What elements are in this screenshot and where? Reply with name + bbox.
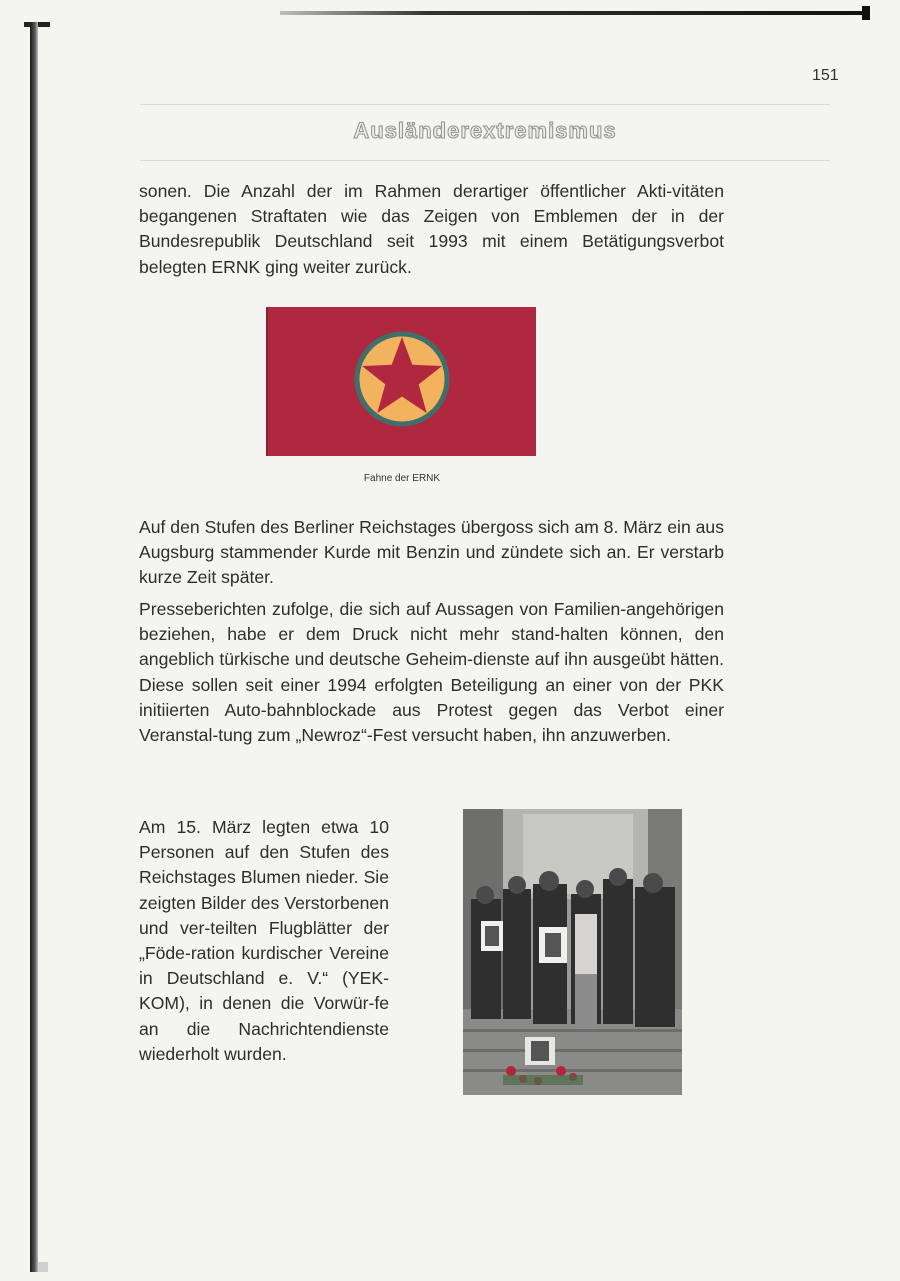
page-number: 151 [812, 67, 839, 84]
binding-edge [30, 22, 38, 1272]
ernk-flag-image [268, 307, 536, 456]
paragraph-2: Auf den Stufen des Berliner Reichstages übergoss sich am 8. März ein aus Augsburg stammender Kurde mit Benzin und zündete sich an. Er verstarb kurze Zeit später. [139, 517, 724, 588]
binding-edge-foot [38, 1262, 48, 1272]
header-rule-top [140, 104, 830, 105]
flag-caption: Fahne der ERNK [363, 473, 441, 484]
top-rule-end [862, 6, 870, 20]
paragraph-3: Presseberichten zufolge, die sich auf Aussagen von Familien-angehörigen beziehen, habe er dem Druck nicht mehr stand-halten können, den angeblich türkische und deutsche Geheim-dienste auf ihn ausgeübt hätten. Diese sollen seit einer 1994 erfolgten Beteiligung an einer von der PKK initiierten Auto-bahnblockade aus Protest gegen das Verbot einer Veranstal-tung zum „Newroz“-Fest versucht haben, ihn anzuwerben. [139, 599, 724, 746]
star-emblem-icon [352, 329, 452, 429]
running-head: Ausländerextremismus [353, 118, 617, 143]
top-rule [280, 11, 870, 15]
paragraph-1: sonen. Die Anzahl der im Rahmen derartiger öffentlicher Akti-vitäten begangenen Straftaten wie das Zeigen von Emblemen der in der Bundesrepublik Deutschland seit 1993 mit einem Betätigungsverbot belegten ERNK ging weiter zurück. [139, 181, 724, 277]
paragraph-4: Am 15. März legten etwa 10 Personen auf den Stufen des Reichstages Blumen nieder. Sie zeigten Bilder des Verstorbenen und ver-teilten Flugblätter der „Föde-ration kurdischer Vereine in Deutschland e. V.“ (YEK-KOM), in denen die Vorwür-fe an die Nachrichtendienste wiederholt wurden. [139, 817, 389, 1064]
reichstag-memorial-photo [463, 809, 682, 1095]
header-rule-bottom [140, 160, 830, 161]
